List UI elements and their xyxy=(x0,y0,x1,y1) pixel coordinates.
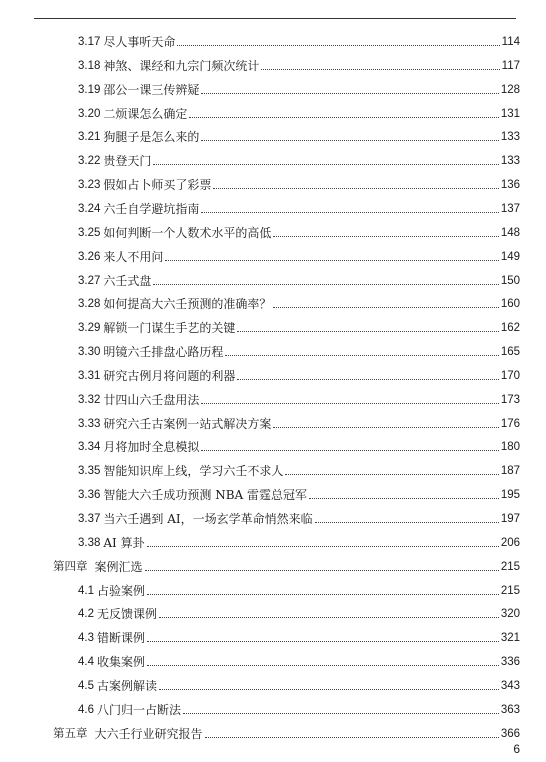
toc-entry-page: 176 xyxy=(500,417,520,430)
toc-entry-page: 160 xyxy=(500,298,520,311)
toc-entry-title: 狗腿子是怎么来的 xyxy=(103,130,200,145)
toc-entry-number: 3.28 xyxy=(78,298,101,311)
toc-entry-title: 明镜六壬排盘心路历程 xyxy=(103,345,224,360)
toc-entry-page: 173 xyxy=(500,393,520,406)
toc-entry-page: 149 xyxy=(500,250,520,263)
toc-entry[interactable] xyxy=(78,101,520,121)
toc-entry-page: 215 xyxy=(500,560,520,573)
toc-entry-number: 第四章 xyxy=(53,560,88,573)
toc-entry[interactable] xyxy=(78,506,520,526)
toc-entry[interactable] xyxy=(78,268,520,288)
toc-entry-number: 3.25 xyxy=(78,226,101,239)
toc-entry-page: 363 xyxy=(500,703,520,716)
toc-leader-dots xyxy=(225,355,498,356)
toc-entry-page: 366 xyxy=(500,727,520,740)
toc-entry-number: 4.4 xyxy=(78,656,94,669)
toc-entry-page: 170 xyxy=(500,369,520,382)
toc-leader-dots xyxy=(201,450,498,451)
toc-entry-page: 180 xyxy=(500,441,520,454)
toc-entry-title: 如何提高大六壬预测的准确率？ xyxy=(103,297,272,312)
toc-entry-number: 3.22 xyxy=(78,155,101,168)
toc-entry-number: 3.26 xyxy=(78,250,101,263)
toc-leader-dots xyxy=(147,665,499,666)
toc-entry-number: 3.30 xyxy=(78,346,101,359)
toc-entry-number: 3.18 xyxy=(78,59,101,72)
toc-entry-page: 133 xyxy=(500,155,520,168)
toc-leader-dots xyxy=(205,737,499,738)
toc-leader-dots xyxy=(159,617,499,618)
toc-entry-number: 3.29 xyxy=(78,322,101,335)
toc-entry[interactable] xyxy=(78,124,520,144)
toc-entry[interactable] xyxy=(78,625,520,645)
toc-entry-title: 邵公一课三传辨疑 xyxy=(103,82,200,97)
toc-entry[interactable] xyxy=(78,315,520,335)
toc-leader-dots xyxy=(273,236,498,237)
toc-entry-page: 336 xyxy=(500,656,520,669)
toc-entry[interactable] xyxy=(78,673,520,693)
toc-leader-dots xyxy=(159,689,499,690)
toc-entry-number: 4.3 xyxy=(78,632,94,645)
toc-leader-dots xyxy=(165,260,498,261)
toc-entry-title: 大六壬行业研究报告 xyxy=(94,726,203,741)
toc-entry-number: 3.35 xyxy=(78,465,101,478)
toc-entry[interactable] xyxy=(78,434,520,454)
toc-entry-number: 4.2 xyxy=(78,608,94,621)
toc-entry-number: 3.37 xyxy=(78,513,101,525)
toc-leader-dots xyxy=(153,164,498,165)
toc-entry-title: 错断课例 xyxy=(97,631,146,646)
toc-entry-number: 4.6 xyxy=(78,703,94,716)
toc-entry-title: 收集案例 xyxy=(97,655,146,670)
toc-entry[interactable] xyxy=(78,458,520,478)
toc-entry-page: 165 xyxy=(500,346,520,359)
toc-entry-title: 来人不用问 xyxy=(103,249,164,264)
toc-entry[interactable] xyxy=(78,172,520,192)
toc-entry-page: 148 xyxy=(500,226,520,239)
toc-entry[interactable] xyxy=(78,363,520,383)
toc-entry-number: 3.34 xyxy=(78,441,101,454)
toc-entry[interactable] xyxy=(78,387,520,407)
toc-entry-number: 3.38 xyxy=(78,536,101,549)
toc-leader-dots xyxy=(201,93,498,94)
toc-entry-number: 第五章 xyxy=(53,727,88,740)
toc-entry[interactable] xyxy=(78,196,520,216)
toc-entry-page: 197 xyxy=(500,513,520,525)
header-rule xyxy=(34,18,516,19)
toc-entry-page: 131 xyxy=(500,107,520,120)
toc-chapter-entry[interactable] xyxy=(53,721,520,741)
toc-entry-title: 智能大六壬成功预测 NBA 雷霆总冠军 xyxy=(103,488,308,503)
toc-entry-number: 3.23 xyxy=(78,179,101,192)
toc-chapter-entry[interactable] xyxy=(53,554,520,574)
toc-entry[interactable] xyxy=(78,411,520,431)
toc-entry[interactable] xyxy=(78,29,520,49)
toc-entry-title: 案例汇选 xyxy=(94,559,143,574)
toc-entry[interactable] xyxy=(78,148,520,168)
toc-entry-title: 解锁一门谋生手艺的关键 xyxy=(103,321,236,336)
toc-entry-title: 无反馈课例 xyxy=(97,607,158,622)
toc-entry[interactable] xyxy=(78,53,520,73)
toc-entry-number: 3.32 xyxy=(78,393,101,406)
toc-entry-page: 343 xyxy=(500,679,520,692)
toc-entry[interactable] xyxy=(78,220,520,240)
toc-entry-number: 3.36 xyxy=(78,489,101,502)
toc-entry-title: 智能知识库上线，学习六壬不求人 xyxy=(103,464,284,479)
toc-entry-page: 215 xyxy=(500,584,520,597)
toc-entry[interactable] xyxy=(78,601,520,621)
toc-entry-page: 321 xyxy=(500,632,520,645)
toc-entry-page: 137 xyxy=(500,202,520,215)
toc-entry-title: 六壬式盘 xyxy=(103,273,152,288)
toc-leader-dots xyxy=(177,45,499,46)
toc-entry-page: 114 xyxy=(501,36,520,48)
toc-entry-number: 3.19 xyxy=(78,83,101,96)
toc-entry-title: 贵登天门 xyxy=(103,154,152,169)
toc-entry[interactable] xyxy=(78,578,520,598)
toc-entry-number: 3.21 xyxy=(78,131,101,144)
toc-leader-dots xyxy=(145,570,499,571)
toc-leader-dots xyxy=(147,641,499,642)
toc-entry-title: 六壬自学避坑指南 xyxy=(103,201,200,216)
toc-entry-title: 尽人事听天命 xyxy=(103,35,176,49)
toc-leader-dots xyxy=(237,379,498,380)
toc-entry[interactable] xyxy=(78,482,520,502)
toc-entry-title: 月将加时全息模拟 xyxy=(103,440,200,455)
toc-entry[interactable] xyxy=(78,77,520,97)
toc-entry-title: 占验案例 xyxy=(97,583,146,598)
toc-entry[interactable] xyxy=(78,530,520,550)
toc-entry-page: 206 xyxy=(500,536,520,549)
toc-entry-number: 4.5 xyxy=(78,679,94,692)
toc-leader-dots xyxy=(237,331,498,332)
toc-entry[interactable] xyxy=(78,339,520,359)
toc-entry-title: 二烦课怎么确定 xyxy=(103,106,188,121)
toc-leader-dots xyxy=(147,546,499,547)
toc-leader-dots xyxy=(201,140,498,141)
toc-entry-page: 320 xyxy=(500,608,520,621)
toc-entry-number: 3.24 xyxy=(78,202,101,215)
toc-leader-dots xyxy=(273,307,498,308)
toc-entry-title: 当六壬遇到 AI，一场玄学革命悄然来临 xyxy=(103,512,313,526)
toc-entry-page: 133 xyxy=(500,131,520,144)
toc-entry-title: 廿四山六壬盘用法 xyxy=(103,392,200,407)
toc-entry-title: 假如占卜师买了彩票 xyxy=(103,178,212,193)
toc-entry[interactable] xyxy=(78,649,520,669)
toc-entry[interactable] xyxy=(78,697,520,717)
toc-entry-page: 162 xyxy=(500,322,520,335)
toc-leader-dots xyxy=(147,594,499,595)
toc-entry-title: AI 算卦 xyxy=(103,535,145,550)
toc-leader-dots xyxy=(183,713,499,714)
toc-leader-dots xyxy=(261,69,499,70)
page-number: 6 xyxy=(513,742,520,756)
toc-entry-page: 117 xyxy=(501,59,520,72)
toc-entry-page: 128 xyxy=(500,83,520,96)
toc-entry-number: 3.20 xyxy=(78,107,101,120)
toc-leader-dots xyxy=(153,284,498,285)
toc-entry-page: 136 xyxy=(500,179,520,192)
toc-leader-dots xyxy=(189,117,498,118)
toc-entry-number: 4.1 xyxy=(78,584,94,597)
toc-entry-title: 神煞、课经和九宗门频次统计 xyxy=(103,58,260,73)
toc-entry[interactable] xyxy=(78,291,520,311)
toc-leader-dots xyxy=(273,427,498,428)
toc-entry-number: 3.27 xyxy=(78,274,101,287)
toc-entry-number: 3.17 xyxy=(78,36,101,48)
toc-leader-dots xyxy=(213,188,498,189)
toc-entry-page: 187 xyxy=(500,465,520,478)
toc-entry-title: 如何判断一个人数术水平的高低 xyxy=(103,225,272,240)
toc-entry-page: 150 xyxy=(500,274,520,287)
toc-entry-page: 195 xyxy=(500,489,520,502)
toc-leader-dots xyxy=(201,212,498,213)
toc-leader-dots xyxy=(315,522,499,523)
toc-entry-title: 八门归一占断法 xyxy=(97,702,182,717)
toc-entry-title: 研究古例月将问题的利器 xyxy=(103,368,236,383)
toc-entry-number: 3.33 xyxy=(78,417,101,430)
toc-entry-title: 研究六壬古案例一站式解决方案 xyxy=(103,416,272,431)
toc-entry[interactable] xyxy=(78,244,520,264)
toc-leader-dots xyxy=(309,498,499,499)
toc-entry-number: 3.31 xyxy=(78,369,101,382)
toc-leader-dots xyxy=(201,403,498,404)
toc-leader-dots xyxy=(285,474,498,475)
toc-entry-title: 古案例解读 xyxy=(97,678,158,693)
